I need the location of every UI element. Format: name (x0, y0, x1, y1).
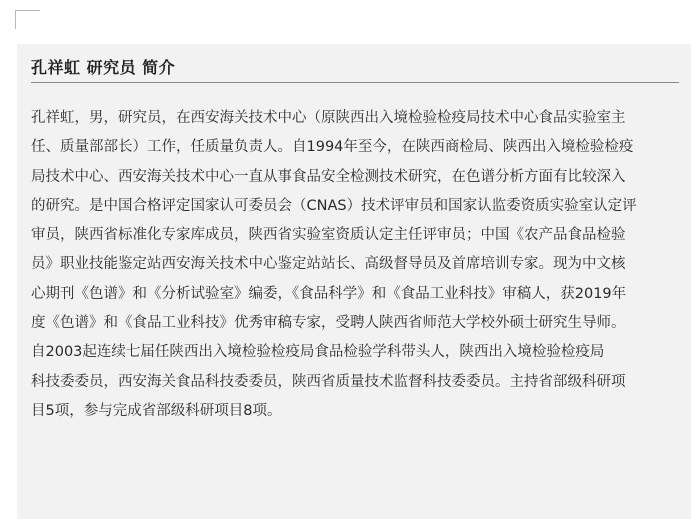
body-line: 任、质量部部长）工作，任质量负责人。自1994年至今，在陕西商检局、陕西出入境检验检疫 (31, 139, 634, 156)
body-line: 目5项，参与完成省部级科研项目8项。 (31, 402, 282, 419)
profile-title: 孔祥虹 研究员 简介 (31, 56, 679, 83)
body-line: 局技术中心、西安海关技术中心一直从事食品安全检测技术研究，在色谱分析方面有比较深入 (31, 168, 626, 185)
profile-body (31, 104, 679, 426)
corner-decoration (15, 10, 40, 29)
body-line: 员》职业技能鉴定站西安海关技术中心鉴定站站长、高级督导员及首席培训专家。现为中文核 (31, 256, 626, 273)
body-line: 自2003起连续七届任陕西出入境检验检疫局食品检验学科带头人，陕西出入境检验检疫局 (31, 344, 605, 361)
body-line: 孔祥虹，男，研究员，在西安海关技术中心（原陕西出入境检验检疫局技术中心食品实验室主 (31, 110, 626, 126)
body-line: 科技委委员，西安海关食品科技委委员，陕西省质量技术监督科技委委员。主持省部级科研项 (31, 373, 626, 390)
body-line: 的研究。是中国合格评定国家认可委员会（CNAS）技术评审员和国家认监委资质实验室认定评 (31, 197, 637, 214)
profile-panel (17, 44, 691, 519)
body-line: 度《色谱》和《食品工业科技》优秀审稿专家，受聘人陕西省师范大学校外硕士研究生导师。 (31, 315, 626, 332)
body-line: 心期刊《色谱》和《分析试验室》编委，《食品科学》和《食品工业科技》审稿人，获2019年 (31, 285, 627, 302)
body-line: 审员，陕西省标准化专家库成员，陕西省实验室资质认定主任评审员；中国《农产品食品检验 (31, 227, 626, 244)
